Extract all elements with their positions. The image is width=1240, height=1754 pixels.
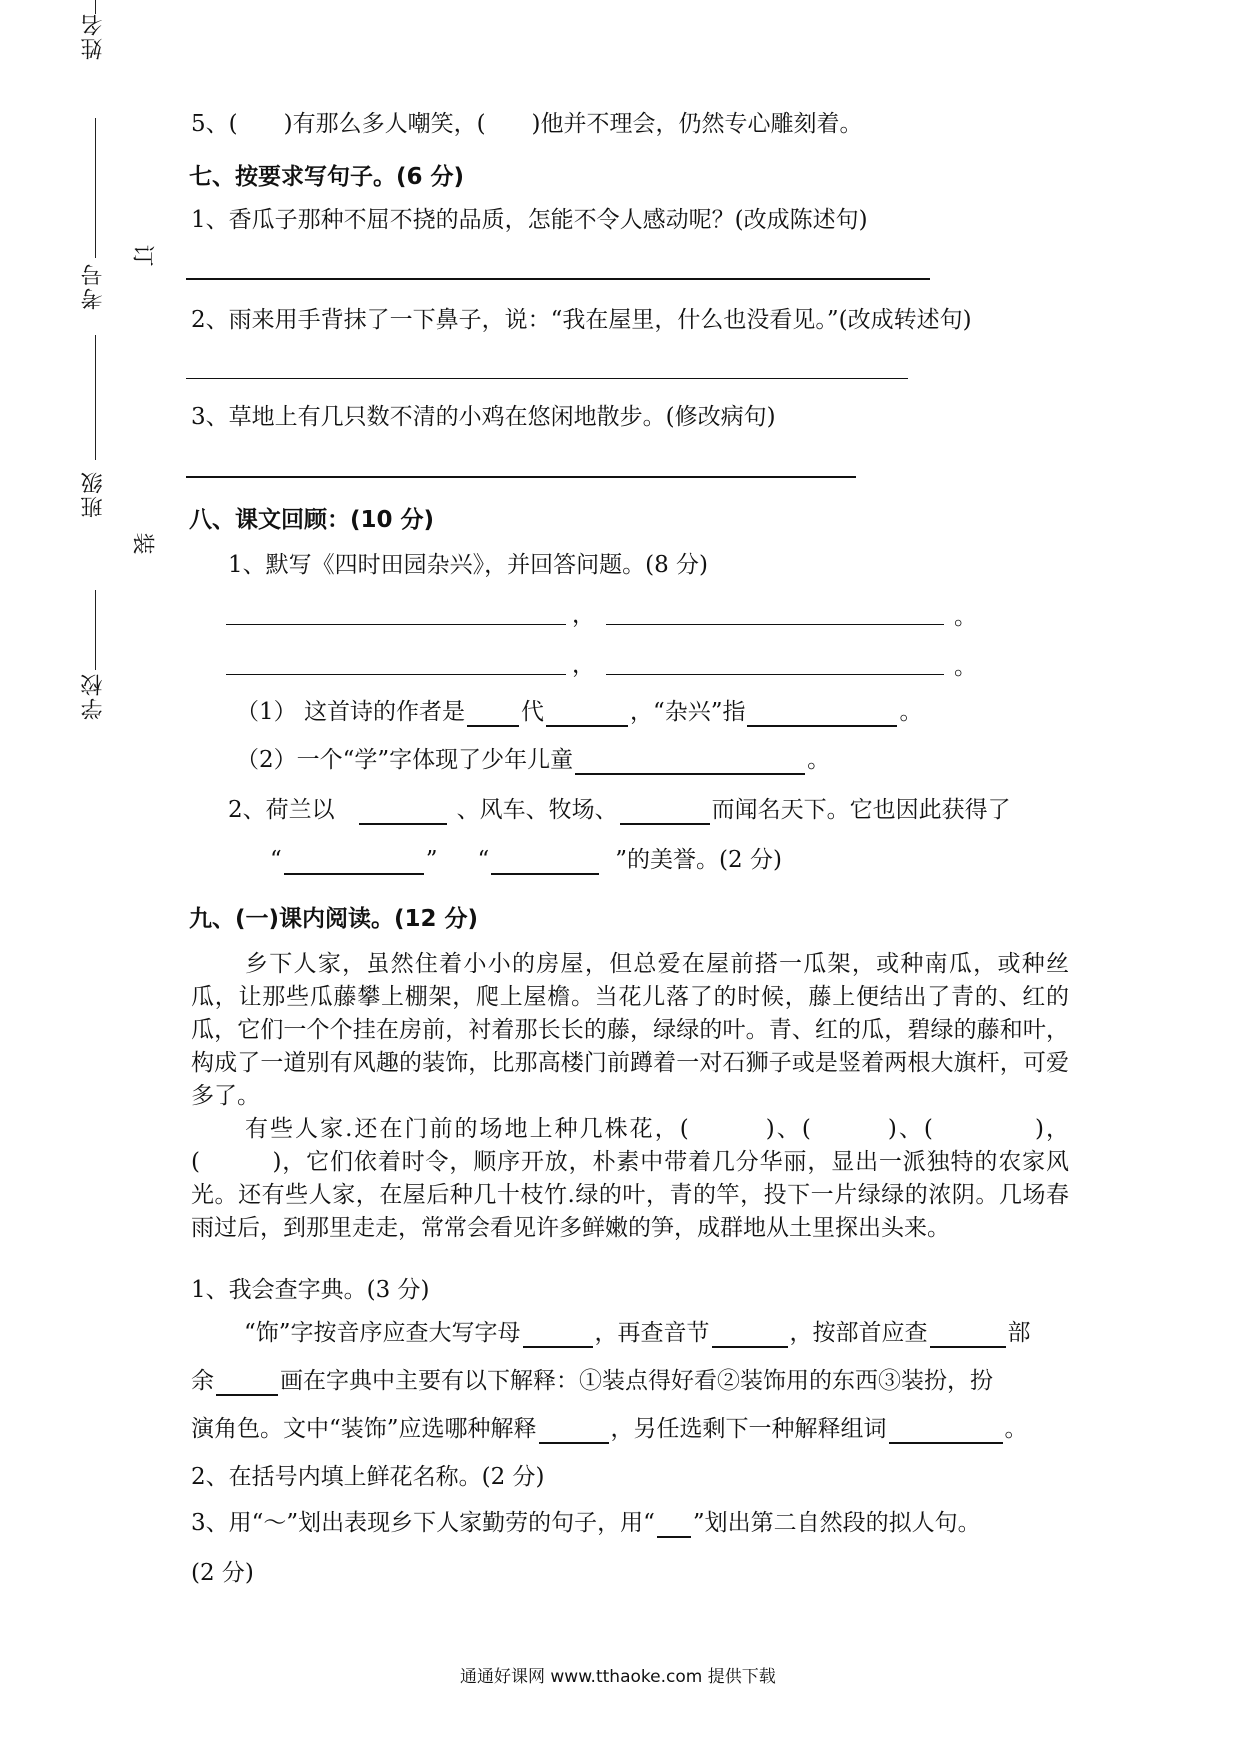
poem-line-1a bbox=[226, 624, 566, 625]
s8-sub2: （2）一个“学”字体现了少年儿童 。 bbox=[236, 747, 831, 773]
class-line bbox=[95, 335, 96, 460]
s8-q2: 2、荷兰以 、风车、牧场、 而闻名天下。它也因此获得了 bbox=[228, 797, 1011, 823]
blank-stroke-count[interactable] bbox=[216, 1370, 278, 1396]
blank-dynasty[interactable] bbox=[546, 701, 628, 727]
s8-sub1: （1） 这首诗的作者是 代 ，“杂兴”指 。 bbox=[236, 699, 923, 725]
s9-q3: 3、用“～”划出表现乡下人家勤劳的句子，用“ ”划出第二自然段的拟人句。 bbox=[191, 1510, 981, 1536]
q6-item-5: 5、( )有那么多人嘲笑，( )他并不理会，仍然专心雕刻着。 bbox=[191, 111, 863, 137]
poem-comma-1: ， bbox=[572, 602, 595, 628]
school-label: 学校 bbox=[81, 672, 106, 720]
s9-q2: 2、在括号内填上鲜花名称。(2 分) bbox=[191, 1464, 545, 1490]
exam-no-label: 考号 bbox=[81, 262, 106, 310]
blank-syllable[interactable] bbox=[712, 1322, 788, 1348]
s7-q1-answer-line bbox=[186, 278, 930, 280]
s9-q1: 1、我会查字典。(3 分) bbox=[191, 1277, 430, 1303]
blank-nickname-2[interactable] bbox=[491, 849, 599, 875]
exam-no-line bbox=[95, 118, 96, 258]
blank-pinyin-letter[interactable] bbox=[523, 1322, 593, 1348]
reading-paragraph-1: 乡下人家，虽然住着小小的房屋，但总爱在屋前搭一瓜架，或种南瓜，或种丝瓜，让那些瓜藤攀上棚架，爬上屋檐。当花儿落了的时候，藤上便结出了青的、红的瓜，它们一个个挂在房前，衬着那长长的藤，绿绿的叶。青、红的瓜，碧绿的藤和叶，构成了一道别有风趣的装饰，比那高楼门前蹲着一对石狮子或是竖着两根大旗杆，可爱多了。 bbox=[191, 951, 1069, 1109]
s9-q1-line3: 演角色。文中“装饰”应选哪种解释 ，另任选剩下一种解释组词 。 bbox=[191, 1416, 1028, 1442]
blank-nickname-1[interactable] bbox=[284, 849, 424, 875]
blank-radical[interactable] bbox=[930, 1322, 1006, 1348]
s9-q3-score: (2 分) bbox=[191, 1560, 254, 1586]
blank-holland-2[interactable] bbox=[620, 799, 710, 825]
poem-period-2: 。 bbox=[954, 654, 977, 680]
blank-holland-1[interactable] bbox=[359, 799, 447, 825]
reading-paragraph-2: 有些人家.还在门前的场地上种几株花，( )、( )、( )，( )，它们依着时令，顺序开放，朴素中带着几分华丽，显出一派独特的农家风光。还有些人家，在屋后种几十枝竹.绿的叶，青的竿，投下一片绿绿的浓阴。几场春雨过后，到那里走走，常常会看见许多鲜嫩的笋，成群地从土里探出头来。 bbox=[191, 1116, 1069, 1241]
underline-sample bbox=[657, 1512, 691, 1538]
name-line bbox=[95, 0, 96, 14]
section-9-title: 九、(一)课内阅读。(12 分) bbox=[189, 906, 479, 932]
blank-xue-meaning[interactable] bbox=[575, 749, 805, 775]
s7-q3: 3、草地上有几只数不清的小鸡在悠闲地散步。(修改病句) bbox=[191, 404, 776, 430]
section-8-title: 八、课文回顾：(10 分) bbox=[189, 507, 435, 533]
footer-credit: 通通好课网 www.tthaoke.com 提供下载 bbox=[460, 1667, 776, 1687]
poem-line-2b bbox=[606, 674, 944, 675]
s9-q1-line1: “饰”字按音序应查大写字母 ，再查音节 ，按部首应查 部 bbox=[244, 1320, 1031, 1346]
s7-q3-answer-line bbox=[186, 476, 856, 478]
poem-comma-2: ， bbox=[572, 652, 595, 678]
s8-q1: 1、默写《四时田园杂兴》，并回答问题。(8 分) bbox=[228, 552, 709, 578]
class-label: 班级 bbox=[81, 470, 106, 518]
section-7-title: 七、按要求写句子。(6 分) bbox=[189, 164, 465, 190]
blank-meaning-choice[interactable] bbox=[539, 1418, 609, 1444]
s7-q1: 1、香瓜子那种不屈不挠的品质，怎能不令人感动呢？(改成陈述句) bbox=[191, 207, 868, 233]
zhuang-char: 装 bbox=[129, 532, 155, 555]
poem-line-2a bbox=[226, 674, 566, 675]
blank-word[interactable] bbox=[889, 1418, 1003, 1444]
ding-char: 订 bbox=[129, 244, 155, 267]
s7-q2-answer-line bbox=[186, 378, 908, 379]
s9-q1-line2: 余 画在字典中主要有以下解释：①装点得好看②装饰用的东西③装扮，扮 bbox=[191, 1368, 993, 1394]
name-label: 姓名 bbox=[81, 12, 106, 60]
s7-q2: 2、雨来用手背抹了一下鼻子，说：“我在屋里，什么也没看见。”(改成转述句) bbox=[191, 307, 972, 333]
poem-period-1: 。 bbox=[954, 604, 977, 630]
poem-line-1b bbox=[606, 624, 944, 625]
blank-zaxing-meaning[interactable] bbox=[747, 701, 897, 727]
s8-q2-line2: “ ” “ ”的美誉。(2 分) bbox=[270, 847, 782, 873]
school-line bbox=[95, 590, 96, 670]
blank-author[interactable] bbox=[467, 701, 519, 727]
